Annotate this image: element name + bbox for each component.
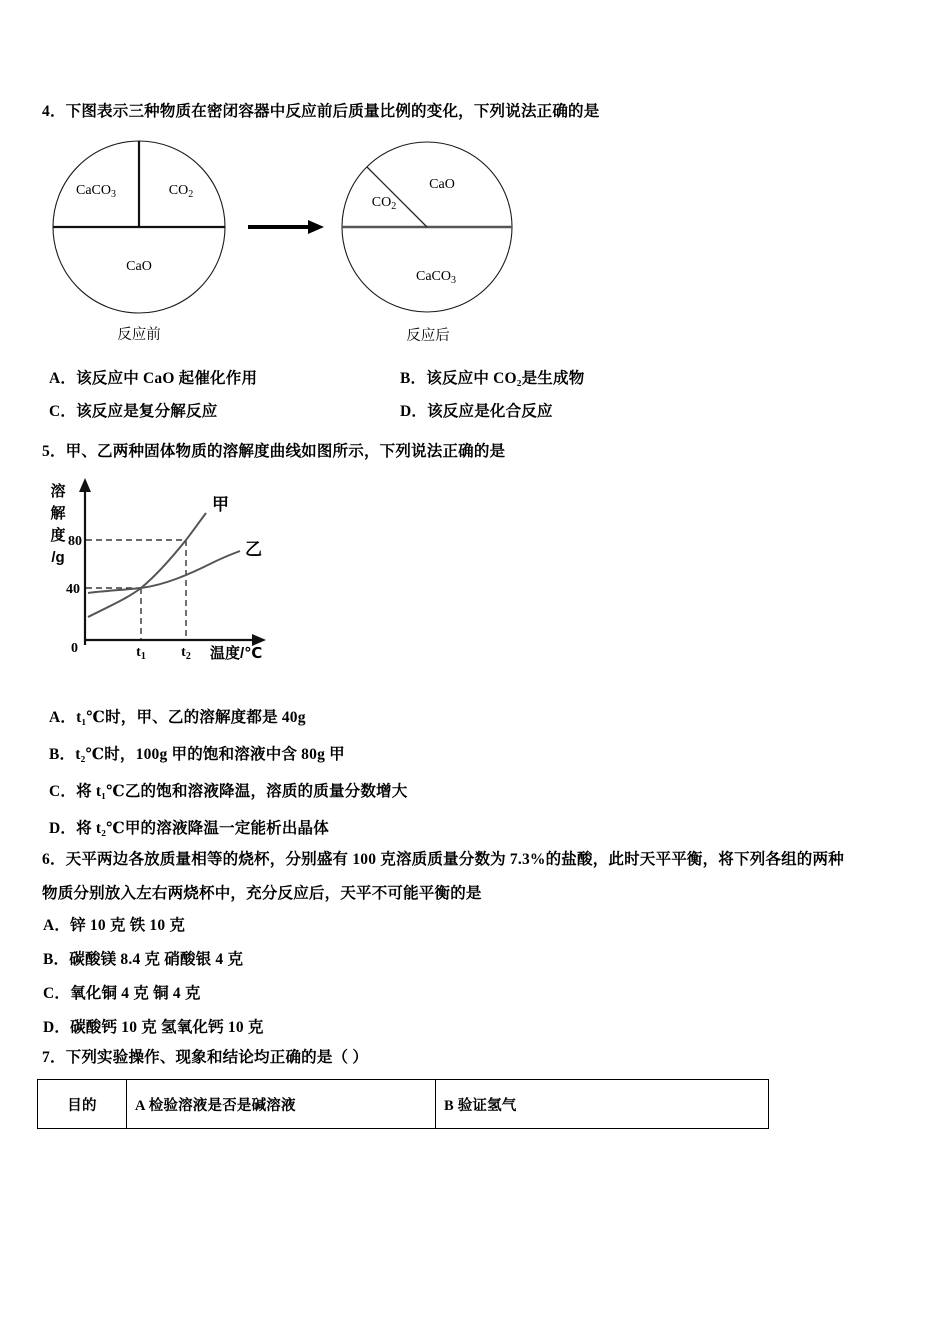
y-tick-40: 40 [66, 582, 80, 597]
question-5-option-c[interactable]: C．将 t₁℃乙的饱和溶液降温，溶质的质量分数增大 [49, 783, 408, 800]
question-4-option-d[interactable]: D．该反应是化合反应 [400, 403, 553, 420]
question-5-option-a[interactable]: A．t₁℃时，甲、乙的溶解度都是 40g [49, 709, 306, 726]
y-axis-label-char-2: 解 [50, 505, 66, 522]
y-axis-label-char-1: 溶 [50, 483, 66, 500]
pie-after-slice-label-co2: $CO_2$ [371, 195, 397, 212]
curve-label-yi: 乙 [245, 540, 262, 559]
table-cell-option-a: A 检验溶液是否是碱溶液 [127, 1080, 436, 1129]
table-cell-option-b: B 验证氢气 [436, 1080, 769, 1129]
question-5-stem: 5．甲、乙两种固体物质的溶解度曲线如图所示，下列说法正确的是 [42, 443, 506, 460]
question-4-stem: 4．下图表示三种物质在密闭容器中反应前后质量比例的变化，下列说法正确的是 [42, 103, 600, 120]
table-row [38, 1080, 769, 1129]
pie-before-slice-label-co2: $CO_2$ [168, 183, 194, 200]
pie-after-slice-label-cao: CaO [429, 177, 455, 192]
pie-before-caption: 反应前 [117, 327, 161, 343]
question-6-stem-line-2: 物质分别放入左右两烧杯中，充分反应后，天平不可能平衡的是 [42, 885, 482, 902]
question-5-option-b[interactable]: B．t₂℃时，100g 甲的饱和溶液中含 80g 甲 [49, 746, 345, 763]
question-6-option-d[interactable]: D．碳酸钙 10 克 氢氧化钙 10 克 [43, 1019, 264, 1036]
y-tick-0: 0 [71, 641, 78, 656]
question-5-option-d[interactable]: D．将 t₂℃甲的溶液降温一定能析出晶体 [49, 820, 329, 837]
question-6-option-b[interactable]: B．碳酸镁 8.4 克 硝酸银 4 克 [43, 951, 244, 968]
table-cell-purpose-header: 目的 [38, 1080, 127, 1129]
pie-before-slice-label-cao: CaO [126, 259, 152, 274]
question-5-solubility-chart [40, 470, 340, 662]
y-axis-label-char-4: /g [51, 549, 65, 566]
reaction-arrow [248, 217, 326, 242]
x-tick-t1: $t_1$ [136, 645, 146, 662]
question-6-option-a[interactable]: A．锌 10 克 铁 10 克 [43, 917, 186, 934]
question-4-option-a[interactable]: A．该反应中 CaO 起催化作用 [49, 370, 258, 387]
pie-after-reaction [341, 138, 521, 344]
pie-after-slice-label-caco3: CaCO$_3$ [416, 269, 456, 286]
x-tick-t2: $t_2$ [181, 645, 191, 662]
pie-before-slice-label-caco3: CaCO$_3$ [76, 183, 116, 200]
y-axis-label-char-3: 度 [50, 527, 66, 544]
pie-after-caption: 反应后 [406, 328, 450, 344]
x-axis-label: 温度/℃ [210, 645, 263, 662]
pie-before-reaction [50, 137, 230, 343]
question-6-stem-line-1: 6．天平两边各放质量相等的烧杯，分别盛有 100 克溶质质量分数为 7.3%的盐酸，此时天平平衡，将下列各组的两种 [42, 851, 844, 868]
question-4-figure [0, 125, 950, 344]
curve-label-jia: 甲 [212, 495, 229, 514]
question-6-option-c[interactable]: C．氧化铜 4 克 铜 4 克 [43, 985, 201, 1002]
question-4-option-c[interactable]: C．该反应是复分解反应 [49, 403, 218, 420]
question-7-table [37, 1079, 769, 1129]
question-4-option-b[interactable]: B．该反应中 CO₂是生成物 [400, 370, 585, 387]
y-tick-80: 80 [68, 534, 82, 549]
question-7-stem: 7．下列实验操作、现象和结论均正确的是（ ） [42, 1049, 369, 1066]
